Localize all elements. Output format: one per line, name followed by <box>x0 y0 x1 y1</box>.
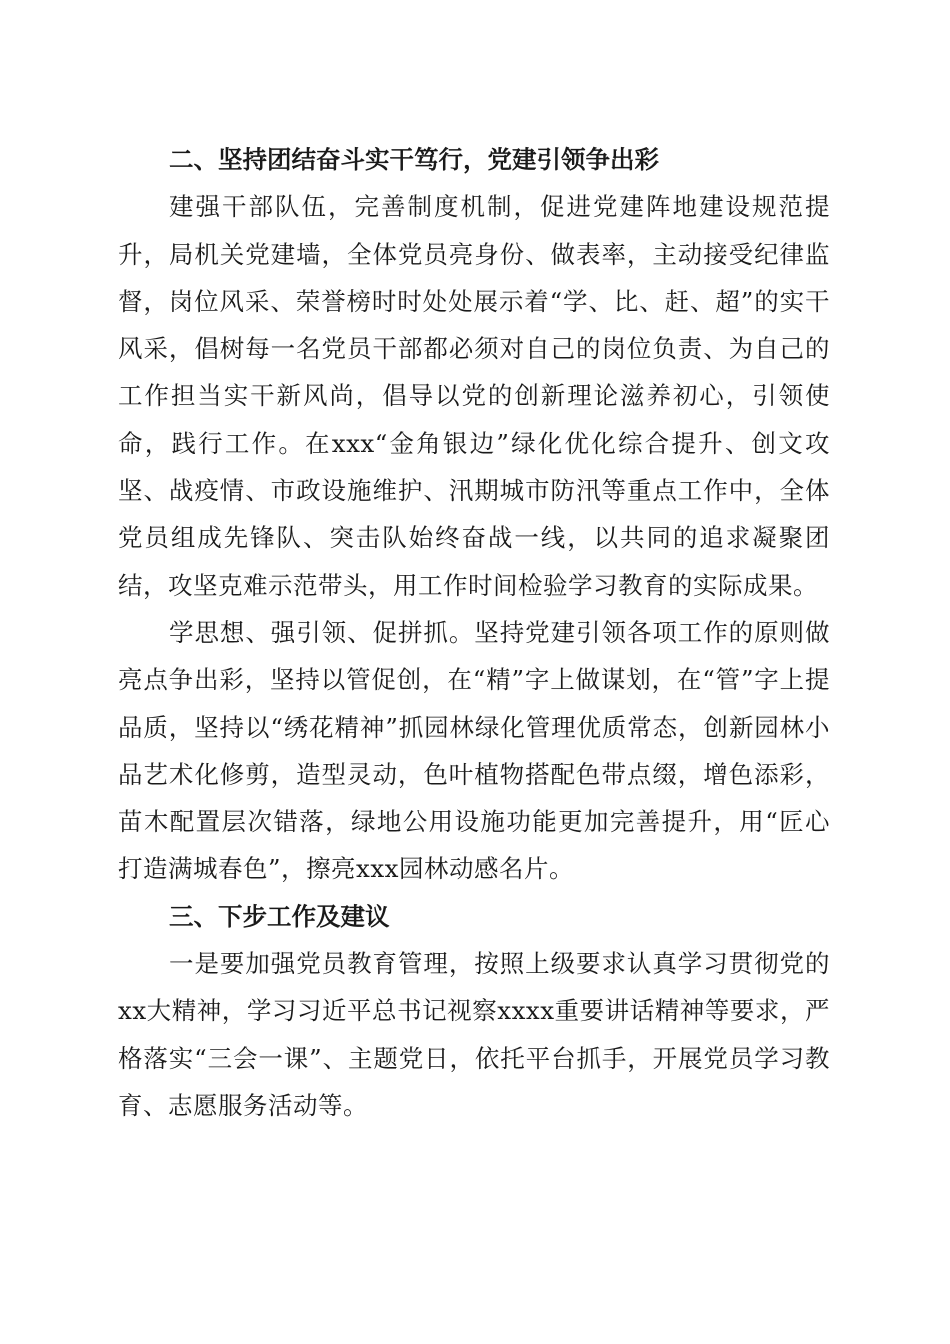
section-3-paragraph-1: 一是要加强党员教育管理，按照上级要求认真学习贯彻党的xx大精神，学习习近平总书记视察xxxx重要讲话精神等要求，严格落实“三会一课”、主题党日，依托平台抓手，开展党员学习教育、志愿服务活动等。 <box>118 949 830 1120</box>
section-3-heading: 三、下步工作及建议 <box>169 901 390 931</box>
section-2-heading: 二、坚持团结奋斗实干笃行，党建引领争出彩 <box>169 145 659 174</box>
section-2-paragraph-2: 学思想、强引领、促拼抓。坚持党建引领各项工作的原则做亮点争出彩，坚持以管促创，在“精”字上做谋划，在“管”字上提品质，坚持以“绣花精神”抓园林绿化管理优质常态，创新园林小品艺术化修剪，造型灵动，色叶植物搭配色带点缀，增色添彩，苗木配置层次错落，绿地公用设施功能更加完善提升，用“匠心打造满城春色”，擦亮xxx园林动感名片。 <box>118 617 830 884</box>
document-body <box>118 136 830 1129</box>
section-2-paragraph-1: 建强干部队伍，完善制度机制，促进党建阵地建设规范提升，局机关党建墙，全体党员亮身份、做表率，主动接受纪律监督，岗位风采、荣誉榜时时处处展示着“学、比、赶、超”的实干风采，倡树每一名党员干部都必须对自己的岗位负责、为自己的工作担当实干新风尚，倡导以党的创新理论滋养初心，引领使命，践行工作。在xxx“金角银边”绿化优化综合提升、创文攻坚、战疫情、市政设施维护、汛期城市防汛等重点工作中，全体党员组成先锋队、突击队始终奋战一线，以共同的追求凝聚团结，攻坚克难示范带头，用工作时间检验学习教育的实际成果。 <box>118 192 830 600</box>
